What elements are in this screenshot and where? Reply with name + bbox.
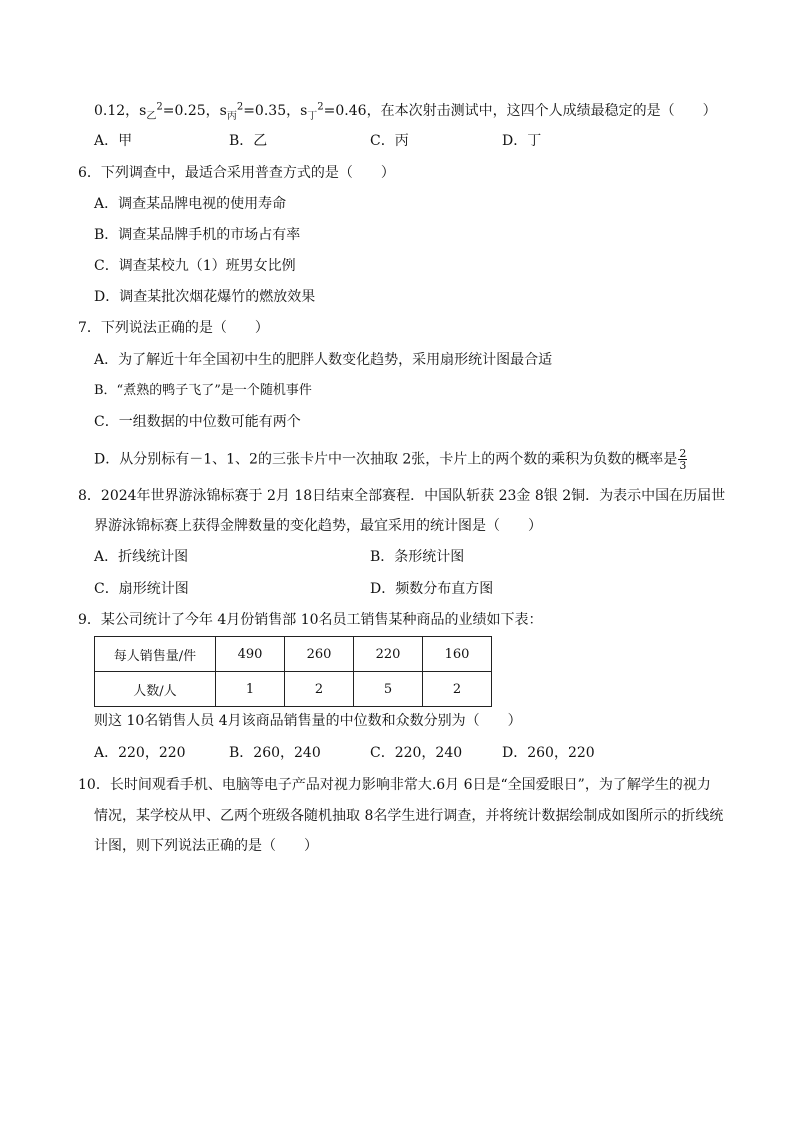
q9-stem: 9．某公司统计了今年 4月份销售部 10名员工销售某种商品的业绩如下表： — [78, 612, 543, 628]
q8-option-c: C．扇形统计图 — [94, 581, 189, 597]
q5-sup-ding: 2 — [317, 101, 324, 113]
q5-option-c: C．丙 — [370, 133, 409, 149]
q5-option-a: A．甲 — [94, 133, 133, 149]
q7-option-d-text: D．从分别标有－1、1、2的三张卡片中一次抽取 2张，卡片上的两个数的乘积为负数的概率是 — [94, 451, 678, 468]
q9-question: 则这 10名销售人员 4月该商品销售量的中位数和众数分别为（ ） — [94, 713, 522, 729]
table-cell: 2 — [285, 672, 354, 707]
q6-option-d: D．调查某批次烟花爆竹的燃放效果 — [94, 289, 316, 305]
q6-option-b: B．调查某品牌手机的市场占有率 — [94, 227, 301, 243]
table-cell: 220 — [354, 637, 423, 672]
q5-text-a: 0.12，s — [94, 103, 147, 119]
sales-table — [94, 636, 492, 707]
q10-stem-line1: 10．长时间观看手机、电脑等电子产品对视力影响非常大.6月 6日是“全国爱眼日”，为了解学生的视力 — [78, 777, 711, 793]
q7-option-d — [94, 448, 687, 471]
q8-stem-line2: 界游泳锦标赛上获得金牌数量的变化趋势，最宜采用的统计图是（ ） — [94, 518, 542, 534]
q8-option-d: D．频数分布直方图 — [370, 581, 494, 597]
q7-option-b: B．“煮熟的鸭子飞了”是一个随机事件 — [94, 383, 312, 398]
q6-stem: 6．下列调查中，最适合采用普查方式的是（ ） — [78, 165, 395, 181]
table-row — [95, 637, 492, 672]
q7-option-c: C．一组数据的中位数可能有两个 — [94, 414, 301, 430]
q9-option-d: D．260，220 — [502, 745, 595, 761]
q8-stem-line1: 8．2024年世界游泳锦标赛于 2月 18日结束全部赛程．中国队斩获 23金 8银 2铜．为表示中国在历届世 — [78, 488, 726, 504]
q7-option-a: A．为了解近十年全国初中生的肥胖人数变化趋势，采用扇形统计图最合适 — [94, 352, 553, 368]
table-cell: 260 — [285, 637, 354, 672]
q6-option-c: C．调查某校九（1）班男女比例 — [94, 258, 296, 274]
q6-option-a: A．调查某品牌电视的使用寿命 — [94, 196, 287, 212]
q10-stem-line2: 情况，某学校从甲、乙两个班级各随机抽取 8名学生进行调查，并将统计数据绘制成如图所示的折线统 — [94, 808, 724, 824]
table-cell: 2 — [423, 672, 492, 707]
table-cell: 160 — [423, 637, 492, 672]
q9-option-b: B．260，240 — [229, 745, 321, 761]
q7-fraction-numerator: 2 — [679, 447, 687, 460]
table-header-sales: 每人销售量/件 — [95, 637, 216, 672]
table-header-people: 人数/人 — [95, 672, 216, 707]
q5-text-b: =0.25，s — [162, 103, 227, 119]
q5-sup-bing: 2 — [236, 101, 244, 113]
q9-option-a: A．220，220 — [94, 745, 186, 761]
q5-sup-yi: 2 — [156, 101, 163, 113]
q5-sub-bing: 丙 — [226, 110, 237, 122]
q7-fraction-denominator: 3 — [679, 459, 687, 472]
table-cell: 5 — [354, 672, 423, 707]
q8-option-a: A．折线统计图 — [94, 549, 189, 565]
table-cell: 490 — [216, 637, 285, 672]
q5-sub-ding: 丁 — [307, 110, 318, 122]
table-cell: 1 — [216, 672, 285, 707]
table-row — [95, 672, 492, 707]
q9-option-c: C．220，240 — [370, 745, 463, 761]
q7-stem: 7．下列说法正确的是（ ） — [78, 320, 269, 336]
q5-stem-tail — [94, 101, 717, 121]
q5-option-d: D．丁 — [502, 133, 542, 149]
q5-text-c: =0.35，s — [243, 103, 308, 119]
q5-sub-yi: 乙 — [146, 110, 157, 122]
q5-text-d: =0.46，在本次射击测试中，这四个人成绩最稳定的是（ ） — [323, 103, 717, 119]
q10-stem-line3: 计图，则下列说法正确的是（ ） — [94, 838, 318, 854]
q8-option-b: B．条形统计图 — [370, 549, 465, 565]
q7-fraction — [678, 448, 687, 471]
q5-option-b: B．乙 — [229, 133, 268, 149]
